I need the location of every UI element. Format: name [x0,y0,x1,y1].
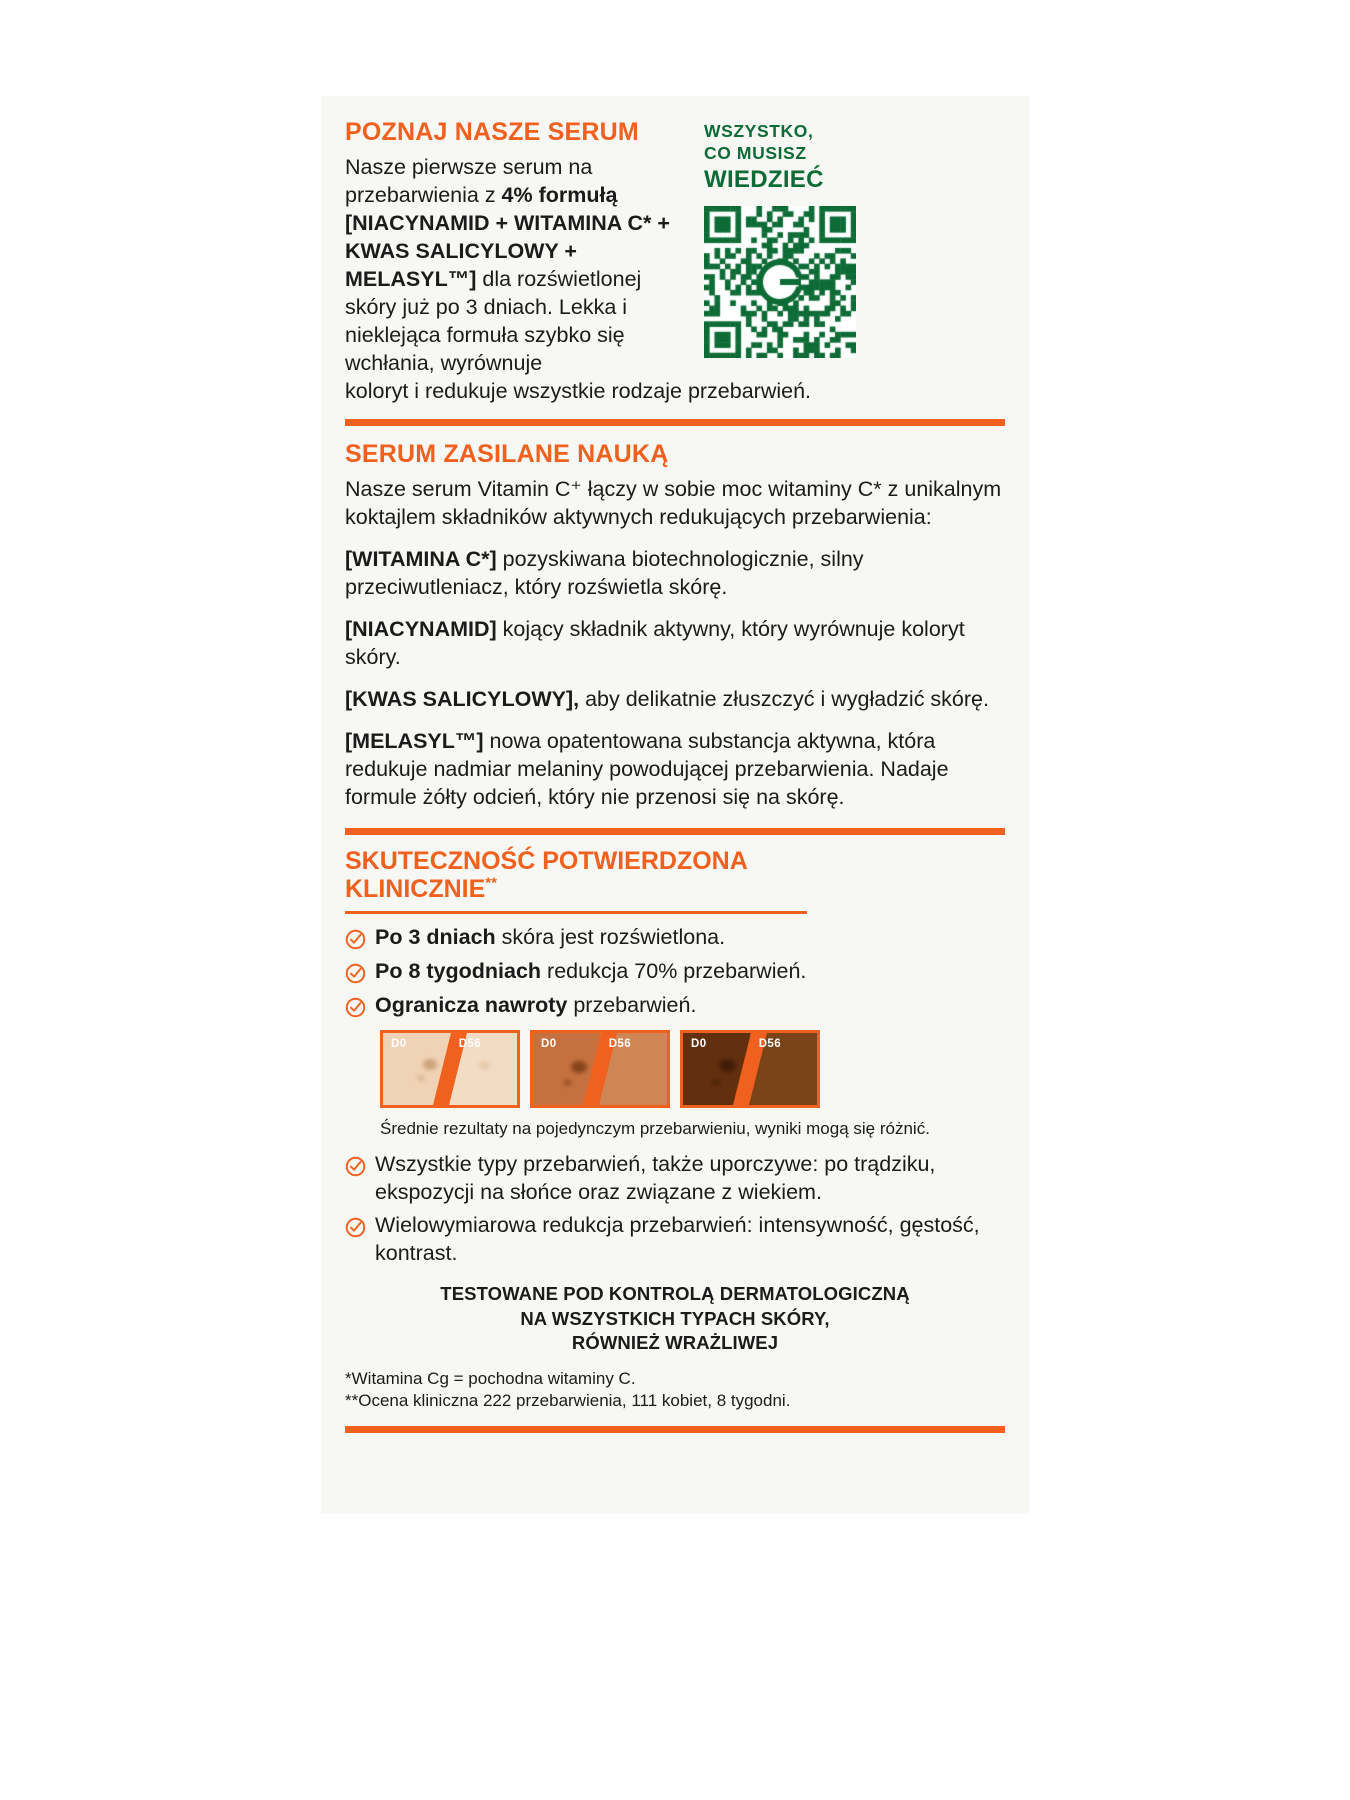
section3-title-sup: ** [485,874,497,892]
list-item-text [375,958,806,986]
section2-item-1-rest: kojący składnik aktywny, który wyrównuje koloryt skóry. [345,617,965,670]
divider-3 [345,911,807,914]
bullet-2-rest: przebarwień. [567,992,697,1017]
check-circle-icon [345,1156,366,1177]
tested-line-3: RÓWNIEŻ WRAŻLIWEJ [571,1332,779,1354]
section-poznaj-nasze-serum [345,118,1005,405]
footnotes [345,1368,1005,1413]
list-item [345,1212,1005,1268]
section2-item-1 [345,616,1005,672]
before-after-gallery [380,1030,1005,1108]
section3-title-line-1: SKUTECZNOŚĆ POTWIERDZONA [345,846,748,875]
divider-2 [345,828,1005,835]
kicker-line-3: WIEDZIEĆ [704,165,824,193]
clinical-results-list-bottom [345,1151,1005,1269]
section2-item-0-rest: pozyskiwana biotechnologicznie, silny przeciwutleniacz, który rozświetla skórę. [345,547,864,600]
dermatologically-tested-note [345,1282,1005,1355]
bullet-0-bold: Po 3 dniach [375,924,496,949]
before-after-caption: Średnie rezultaty na pojedynczym przebarwieniu, wyniki mogą się różnić. [380,1118,930,1138]
bullet-1-bold: Po 8 tygodniach [375,958,542,983]
before-after-image-3 [680,1030,820,1108]
after-label: D56 [758,1037,781,1050]
section2-intro: Nasze serum Vitamin C⁺ łączy w sobie moc witaminy C* z unikalnym koktajlem składników aktywnych redukujących przebarwienia: [345,477,1002,530]
before-after-image-2 [530,1030,670,1108]
check-circle-icon [345,1217,366,1238]
list-item-text [375,924,725,952]
product-info-panel [321,96,1029,1514]
section1-body [345,154,690,378]
list-item [345,924,1005,952]
section2-item-1-bold: [NIACYNAMID] [345,617,497,642]
bullet-0-rest: skóra jest rozświetlona. [495,924,726,949]
list-item-text: Wielowymiarowa redukcja przebarwień: intensywność, gęstość, kontrast. [375,1213,980,1266]
list-item [345,958,1005,986]
divider-1 [345,419,1005,426]
tested-line-2: NA WSZYSTKICH TYPACH SKÓRY, [520,1307,830,1329]
check-circle-icon [345,963,366,984]
section3-title [345,847,1005,903]
section3-title-line-2: KLINICZNIE [345,874,486,903]
list-item [345,1151,1005,1207]
section2-title: SERUM ZASILANE NAUKĄ [345,440,669,469]
section1-body-tail: koloryt i redukuje wszystkie rodzaje przebarwień. [345,378,812,403]
section2-item-0 [345,546,1005,602]
kicker-line-2: CO MUSISZ [704,143,807,164]
list-item [345,992,1005,1020]
footnote-2: **Ocena kliniczna 222 przebarwienia, 111 kobiet, 8 tygodni. [345,1390,791,1410]
section2-item-2 [345,686,1005,714]
tested-line-1: TESTOWANE POD KONTROLĄ DERMATOLOGICZNĄ [440,1283,910,1305]
bullet-2-bold: Ogranicza nawroty [375,992,568,1017]
before-label: D0 [391,1037,407,1050]
check-circle-icon [345,997,366,1018]
before-after-image-1 [380,1030,520,1108]
section2-item-3 [345,728,1005,812]
section1-body-part1: Nasze pierwsze serum na przebarwienia z [345,155,593,207]
section-skutecznosc-kliniczna [345,835,1005,1413]
section2-item-3-rest: nowa opatentowana substancja aktywna, która redukuje nadmiar melaniny powodującej przebarwienia. Nadaje formule żółty odcień, który nie przenosi się na skórę. [345,729,949,809]
before-label: D0 [541,1037,557,1050]
check-circle-icon [345,929,366,950]
section1-kicker [704,120,894,196]
section1-body-part2: dla rozświetlonej skóry już po 3 dniach. Lekka i nieklejąca formuła szybko się wchłania, wyrównuje [345,266,642,375]
after-label: D56 [458,1037,481,1050]
after-label: D56 [608,1037,631,1050]
section2-item-2-bold: [KWAS SALICYLOWY], [345,687,580,712]
divider-bottom [345,1426,1005,1433]
bullet-1-rest: redukcja 70% przebarwień. [541,958,807,983]
section1-title: POZNAJ NASZE SERUM [345,118,639,146]
clinical-results-list [345,924,1005,1020]
section-serum-zasilane-nauka [345,426,1005,811]
footnote-1: *Witamina Cg = pochodna witaminy C. [345,1368,636,1388]
section2-item-2-rest: aby delikatnie złuszczyć i wygładzić skórę. [579,687,989,712]
list-item-text [375,992,696,1020]
kicker-line-1: WSZYSTKO, [704,121,814,141]
list-item-text: Wszystkie typy przebarwień, także uporczywe: po trądziku, ekspozycji na słońce oraz związane z wiekiem. [375,1151,936,1204]
section2-item-0-bold: [WITAMINA C*] [345,547,497,572]
qr-code-icon[interactable] [704,206,856,358]
section2-item-3-bold: [MELASYL™] [345,729,484,753]
before-label: D0 [691,1037,707,1050]
section1-body-bold: 4% formułą [NIACYNAMID + WITAMINA C* + KWAS SALICYLOWY + MELASYL™] [345,182,670,291]
